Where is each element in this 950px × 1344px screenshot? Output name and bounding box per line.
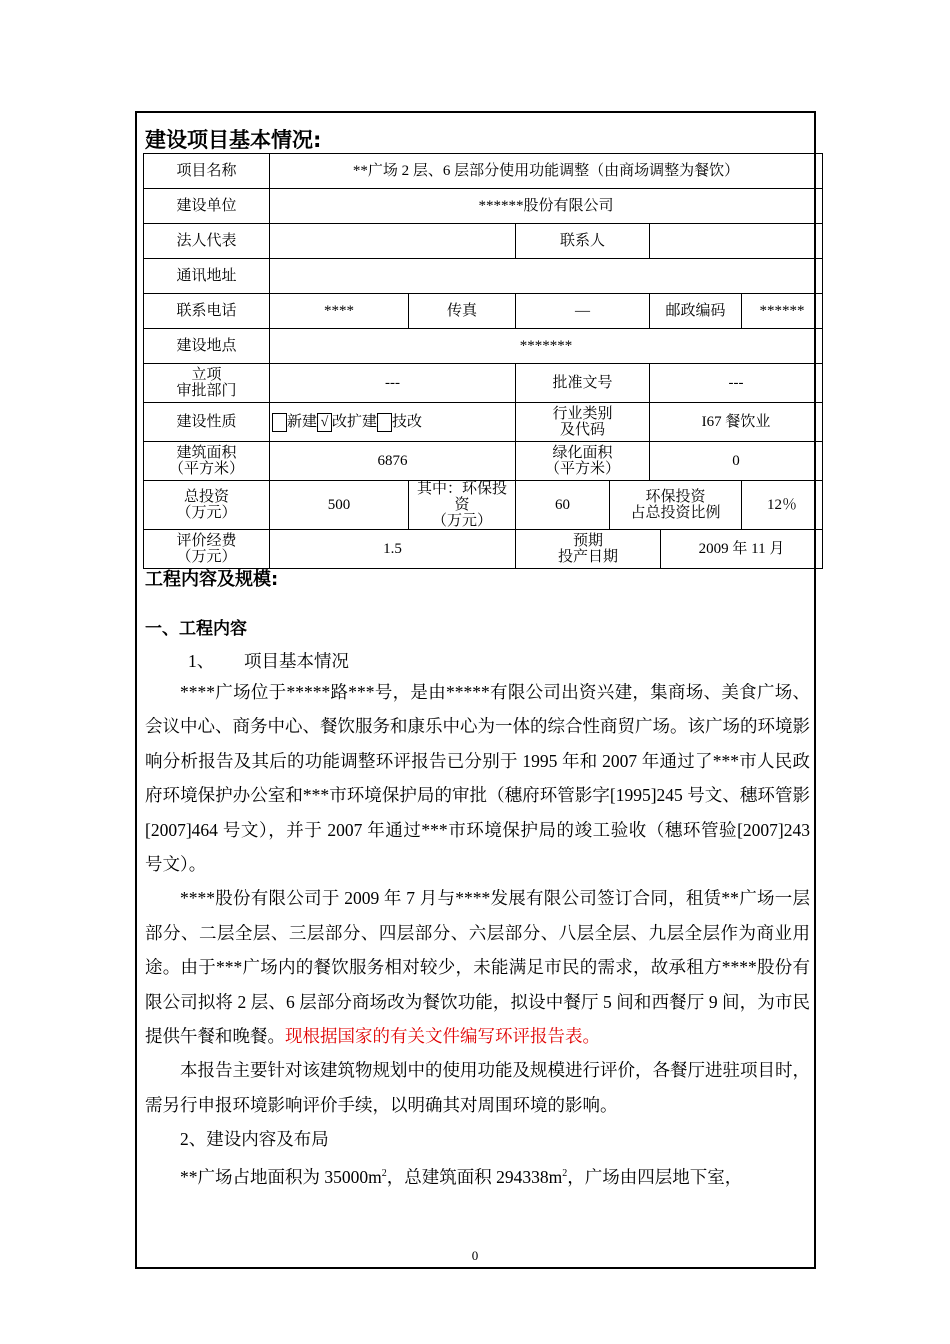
paragraph: 本报告主要针对该建筑物规划中的使用功能及规模进行评价，各餐厅进驻项目时，需另行申报环境影响评价手续，以明确其对周围环境的影响。 [145,1060,810,1115]
superscript: 2 [381,1167,387,1179]
table-row [144,364,823,403]
cell-label: 法人代表 [144,224,270,259]
paragraph-text: **广场占地面积为 35000m [180,1166,382,1187]
cell-label [610,481,742,530]
label-line: 总投资 [183,489,229,505]
cell-approval-dept: --- [270,364,516,403]
option-label: 改扩建 [332,413,378,430]
label-line: （万元） [176,549,237,565]
page-number: 0 [471,1248,479,1263]
label-line: 行业类别 [552,406,613,422]
cell-label [516,442,650,481]
table-row [144,481,823,530]
table-row [144,259,823,294]
checkbox-new [272,413,287,432]
paragraph [145,881,810,1053]
label-line: 建筑面积 [176,445,237,461]
option-label: 技改 [392,413,423,430]
label-line: 及代码 [559,422,605,438]
cell-postcode: ****** [742,294,823,329]
cell-project-name: **广场 2 层、6 层部分使用功能调整（由商场调整为餐饮） [270,154,823,189]
cell-label: 项目名称 [144,154,270,189]
cell-green: 0 [650,442,823,481]
cell-label [409,481,516,530]
table-row [144,224,823,259]
label-line: 投产日期 [557,549,618,565]
highlight-text: 现根据国家的有关文件编写环评报告表。 [285,1026,600,1047]
item-number: 1、 [188,651,215,671]
cell-label: 通讯地址 [144,259,270,294]
cell-label: 联系人 [516,224,650,259]
cell-label [144,442,270,481]
cell-fax: — [516,294,650,329]
cell-approval-no: --- [650,364,823,403]
label-line: （平方米） [544,461,620,477]
cell-address [270,259,823,294]
cell-phone: **** [270,294,409,329]
cell-area: 6876 [270,442,516,481]
cell-label [144,364,270,403]
cell-label: 联系电话 [144,294,270,329]
cell-label [516,403,650,442]
cell-env-invest: 60 [516,481,610,530]
label-line: 立项 [191,367,222,383]
section-heading: 工程内容及规模: [145,569,279,590]
label-line: 绿化面积 [552,445,613,461]
option-label: 新建 [287,413,318,430]
cell-label: 邮政编码 [650,294,742,329]
table-row [144,189,823,224]
table-row [144,403,823,442]
cell-label: 建设地点 [144,329,270,364]
label-line: （万元） [431,513,492,529]
cell-env-ratio: 12％ [742,481,823,530]
cell-nature [270,403,516,442]
cell-fee: 1.5 [270,530,516,569]
cell-label: 建设性质 [144,403,270,442]
subsection-heading: 一、工程内容 [145,619,247,639]
item-heading [188,648,349,673]
paragraph-text: ，广场由四层地下室， [567,1166,743,1187]
table-row [144,329,823,364]
paragraph: ****广场位于*****路***号，是由*****有限公司出资兴建，集商场、美食广场、会议中心、商务中心、餐饮服务和康乐中心为一体的综合性商贸广场。该广场的环境影响分析报告及其后的功能调整环评报告已分别于 1995 年和 2007 年通过了***市人民政府环境保护办公室和***市环境保护局的审批（穗府环管影字[1995]245 号文、穗环管影[2007]464 号文），并于 2007 年通过***市环境保护局的竣工验收（穗环管验[2007]243 号文）。 [145,682,810,875]
cell-location: ******* [270,329,823,364]
paragraph-text: ，总建筑面积 294338m [386,1166,563,1187]
label-line: 审批部门 [176,383,237,399]
label-line: 其中：环保投资 [416,481,507,513]
table-row [144,294,823,329]
paragraph-text: ****股份有限公司于 2009 年 7 月与****发展有限公司签订合同，租赁**广场一层部分、二层全层、三层部分、四层部分、六层部分、八层全层、九层全层作为商业用途。由于***广场内的餐饮服务相对较少，未能满足市民的需求，故承租方****股份有限公司拟将 2 层、6 层部分商场改为餐饮功能，拟设中餐厅 5 间和西餐厅 9 间，为市民提供午餐和晚餐。 [145,888,810,1047]
cell-label: 传真 [409,294,516,329]
table-row [144,530,823,569]
table-row [144,442,823,481]
cell-label: 批准文号 [516,364,650,403]
cell-legal-rep [270,224,516,259]
project-info-table [143,153,823,569]
cell-contact [650,224,823,259]
cell-start-date: 2009 年 11 月 [661,530,823,569]
label-line: 占总投资比例 [630,505,721,521]
label-line: 预期 [572,533,603,549]
body-text [145,675,810,1194]
cell-unit: ******股份有限公司 [270,189,823,224]
cell-label [144,481,270,530]
page-title: 建设项目基本情况: [145,128,322,152]
paragraph [145,1157,810,1194]
label-line: 环保投资 [645,489,706,505]
label-line: （万元） [176,505,237,521]
cell-industry: I67 餐饮业 [650,403,823,442]
table-row [144,154,823,189]
checkbox-tech [377,413,392,432]
cell-label [144,530,270,569]
cell-invest: 500 [270,481,409,530]
item-title: 项目基本情况 [244,651,349,671]
superscript: 2 [562,1167,568,1179]
paragraph: 2、建设内容及布局 [180,1129,329,1150]
cell-label [516,530,661,569]
cell-label: 建设单位 [144,189,270,224]
checkbox-expand: √ [317,413,332,432]
label-line: （平方米） [168,461,244,477]
label-line: 评价经费 [176,533,237,549]
